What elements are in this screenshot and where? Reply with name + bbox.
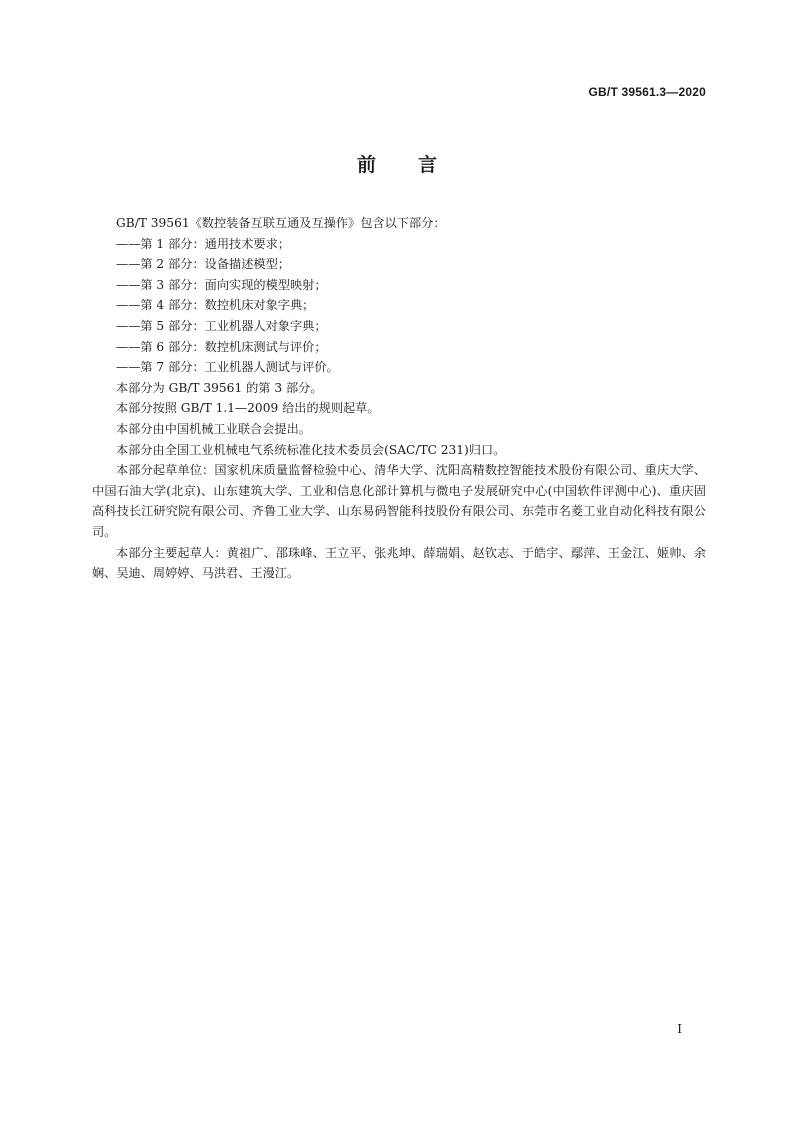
list-item: ——第 5 部分：工业机器人对象字典； <box>116 318 327 333</box>
page-number: I <box>677 1022 682 1036</box>
page-title: 前言 <box>356 154 479 176</box>
list-item: ——第 6 部分：数控机床测试与评价； <box>116 339 327 354</box>
list-item: ——第 4 部分：数控机床对象字典； <box>116 298 315 313</box>
committee-statement: 本部分由全国工业机械电气系统标准化技术委员会(SAC/TC 231)归口。 <box>116 442 506 457</box>
standard-code: GB/T 39561.3—2020 <box>588 85 706 99</box>
drafting-rules: 本部分按照 GB/T 1.1—2009 给出的规则起草。 <box>116 401 380 416</box>
part-statement: 本部分为 GB/T 39561 的第 3 部分。 <box>116 380 323 395</box>
list-item: ——第 7 部分：工业机器人测试与评价。 <box>116 360 339 375</box>
intro-paragraph: GB/T 39561《数控装备互联互通及互操作》包含以下部分： <box>116 216 446 230</box>
document-body <box>92 213 706 584</box>
parts-list <box>92 234 706 378</box>
list-item: ——第 1 部分：通用技术要求； <box>116 236 290 251</box>
proposer-statement: 本部分由中国机械工业联合会提出。 <box>116 421 311 436</box>
drafters: 本部分主要起草人：黄祖广、邵珠峰、王立平、张兆坤、薛瑞娟、赵钦志、于皓宇、鄢萍、王金江、姬帅、余娴、吴迪、周婷婷、马洪君、王漫江。 <box>92 545 706 581</box>
list-item: ——第 3 部分：面向实现的模型映射； <box>116 277 327 292</box>
list-item: ——第 2 部分：设备描述模型； <box>116 257 290 272</box>
drafting-units: 本部分起草单位：国家机床质量监督检验中心、清华大学、沈阳高精数控智能技术股份有限公司、重庆大学、中国石油大学(北京)、山东建筑大学、工业和信息化部计算机与微电子发展研究中心(中国软件评测中心)、重庆固高科技长江研究院有限公司、齐鲁工业大学、山东易码智能科技股份有限公司、东莞市名菱工业自动化科技有限公司。 <box>92 463 706 539</box>
